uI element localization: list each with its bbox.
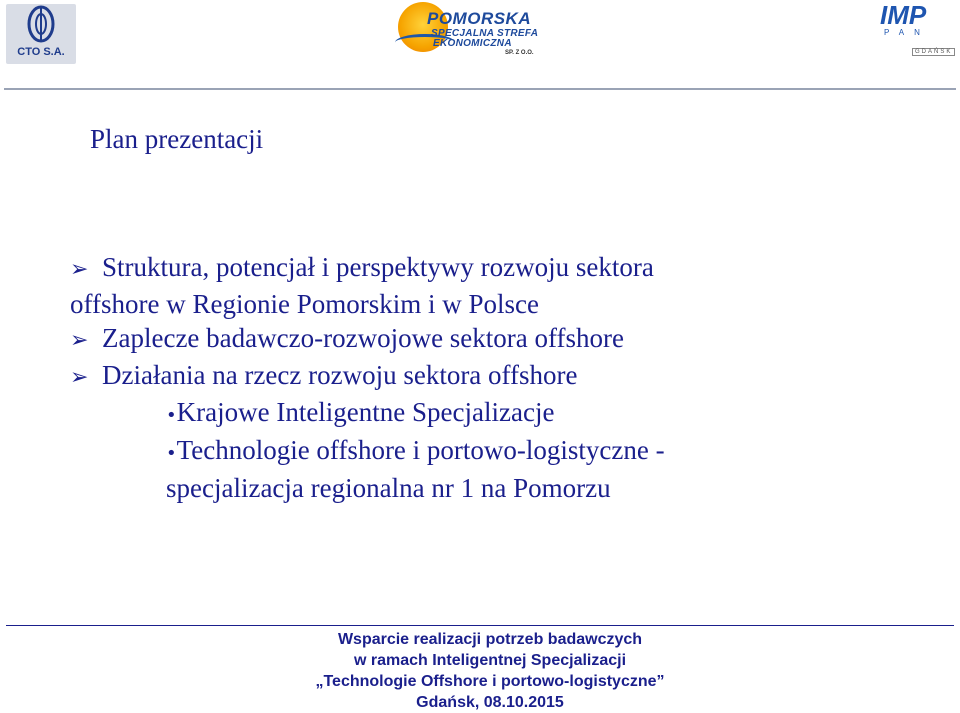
dot-bullet-icon: • [166,443,177,464]
header-divider [4,88,956,90]
list-item-text: Krajowe Inteligentne Specjalizacje [176,397,555,427]
list-item-text: Zaplecze badawczo-rozwojowe sektora offshore [102,323,624,353]
psse-logo-line3: EKONOMICZNA [433,38,512,49]
arrow-bullet-icon: ➢ [70,365,89,390]
list-item [70,358,930,395]
slide-title: Plan prezentacji [90,124,264,154]
slide-content [70,250,930,505]
list-item-text: Struktura, potencjał i perspektywy rozwoju sektora [102,252,654,282]
sub-list-item [70,471,930,505]
footer-line1: Wsparcie realizacji potrzeb badawczych [337,631,643,648]
arrow-bullet-icon: ➢ [70,328,89,353]
list-item-text: specjalizacja regionalna nr 1 na Pomorzu [166,473,611,503]
list-item [70,250,930,287]
imp-logo [868,2,954,62]
psse-logo-line2: SPECJALNA STREFA [431,28,539,39]
footer-date: Gdańsk, 08.10.2015 [416,694,564,711]
footer [180,629,800,713]
header-bar [0,0,960,90]
psse-logo [395,0,567,62]
list-item [70,321,930,358]
footer-line3: „Technologie Offshore i portowo-logistyczne” [315,673,665,690]
sub-list-item [70,395,930,433]
psse-logo-line1: POMORSKA [427,9,532,28]
footer-divider [6,625,954,626]
list-item-text: Technologie offshore i portowo-logistyczne - [176,435,665,465]
psse-logo-line4: SP. Z O.O. [505,50,534,56]
arrow-bullet-icon: ➢ [70,257,89,282]
cto-logo [6,4,76,64]
dot-bullet-icon: • [166,405,177,426]
sub-list-item [70,433,930,471]
list-item-text: offshore w Regionie Pomorskim i w Polsce [70,289,539,319]
cto-logo-text: CTO S.A. [17,46,65,58]
imp-logo-city: GDAŃSK [912,48,955,56]
imp-logo-main: IMP [880,0,927,30]
list-item-text: Działania na rzecz rozwoju sektora offshore [102,360,578,390]
list-item [70,287,930,321]
imp-logo-pan: PAN [884,28,930,37]
footer-line2: w ramach Inteligentnej Specjalizacji [353,652,627,669]
cto-emblem-icon [6,4,76,48]
